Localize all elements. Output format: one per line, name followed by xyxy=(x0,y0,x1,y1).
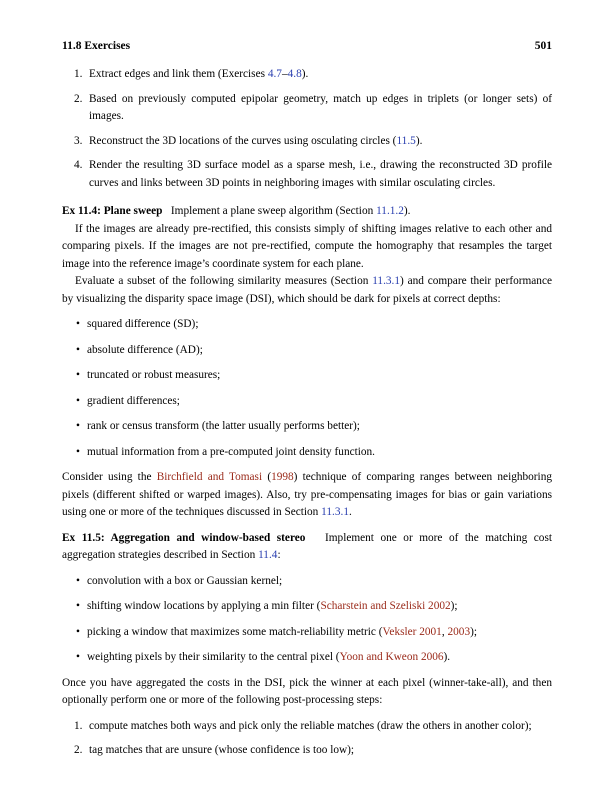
list-item: 2. tag matches that are unsure (whose confidence is too low); xyxy=(74,744,355,756)
citation-link[interactable]: Veksler 2001 xyxy=(382,625,442,638)
section-title: 11.8 Exercises xyxy=(62,40,131,52)
list-item: 1. Extract edges and link them (Exercises 4.7–4.8). xyxy=(74,68,309,80)
list-item: • shifting window locations by applying a min filter (Scharstein and Szeliski 2002); xyxy=(76,600,458,612)
list-item: • rank or census transform (the latter usually performs better); xyxy=(76,420,360,432)
cross-reference-link[interactable]: 11.3.1 xyxy=(372,275,401,287)
exercise-heading: Ex 11.4: Plane sweep xyxy=(62,205,163,217)
paragraph: Once you have aggregated the costs in the DSI, pick the winner at each pixel (winner-take-all), and then optionally perform one or more of the following post-processing steps: xyxy=(62,676,552,706)
cross-reference-link[interactable]: 11.5 xyxy=(396,134,416,147)
similarity-measures-list xyxy=(62,316,552,461)
page-number: 501 xyxy=(534,40,552,52)
list-item: 1. compute matches both ways and pick only the reliable matches (draw the others in another color); xyxy=(74,719,532,732)
cross-reference-link[interactable]: 4.7 xyxy=(267,68,282,80)
list-item: 3. Reconstruct the 3D locations of the curves using osculating circles (11.5). xyxy=(74,134,423,147)
citation-link[interactable]: 1998 xyxy=(271,471,294,483)
aggregation-strategies-list xyxy=(62,573,552,667)
running-head xyxy=(62,38,552,56)
citation-link[interactable]: 2003 xyxy=(447,625,471,638)
curve-reconstruction-steps xyxy=(62,66,552,192)
cross-reference-link[interactable]: 11.4 xyxy=(258,549,278,561)
list-item: 2. Based on previously computed epipolar geometry, match up edges in triplets (or longer sets) of images. xyxy=(74,92,552,122)
cross-reference-link[interactable]: 4.8 xyxy=(287,68,302,80)
list-item: • absolute difference (AD); xyxy=(76,343,203,356)
list-item: • mutual information from a pre-computed joint density function. xyxy=(76,445,376,458)
exercise-11-5-intro: Ex 11.5: Aggregation and window-based stereo Implement one or more of the matching cost aggregation strategies described in Section 11.4: xyxy=(62,531,552,561)
citation-link[interactable]: Scharstein and Szeliski 2002 xyxy=(320,600,451,612)
list-item: • squared difference (SD); xyxy=(76,318,199,330)
citation-link[interactable]: Birchfield and Tomasi xyxy=(156,471,263,483)
cross-reference-link[interactable]: 11.1.2 xyxy=(376,205,404,217)
paragraph: Consider using the Birchfield and Tomasi (1998) technique of comparing ranges between neighboring pixels (different shifted or warped images). Also, try pre-compensating images for bias or gain variations using one or more of the techniques discussed in Section 11.3.1. xyxy=(62,471,552,518)
paragraph: Evaluate a subset of the following similarity measures (Section 11.3.1) and compare their performance by visualizing the disparity space image (DSI), which should be dark for pixels at correct depths: xyxy=(62,275,552,305)
post-processing-steps xyxy=(62,718,552,760)
exercise-11-4-intro: Ex 11.4: Plane sweep Implement a plane sweep algorithm (Section 11.1.2). xyxy=(62,205,411,217)
list-item: • truncated or robust measures; xyxy=(76,369,221,381)
list-item: • picking a window that maximizes some match-reliability metric (Veksler 2001, 2003); xyxy=(76,625,477,638)
page-content xyxy=(62,66,552,767)
list-item: • gradient differences; xyxy=(76,394,180,407)
list-item: 4. Render the resulting 3D surface model as a sparse mesh, i.e., drawing the reconstructed 3D profile curves and links between 3D points in neighboring images with similar osculating circles. xyxy=(74,159,552,189)
citation-link[interactable]: Yoon and Kweon 2006 xyxy=(339,651,444,663)
paragraph: If the images are already pre-rectified, this consists simply of shifting images relative to each other and comparing pixels. If the images are not pre-rectified, compute the homography that resamples the target image into the reference image’s coordinate system for each plane. xyxy=(62,222,552,270)
cross-reference-link[interactable]: 11.3.1 xyxy=(321,506,349,518)
list-item: • weighting pixels by their similarity to the central pixel (Yoon and Kweon 2006). xyxy=(76,651,451,663)
exercise-heading: Ex 11.5: Aggregation and window-based stereo xyxy=(62,531,306,544)
list-item: • convolution with a box or Gaussian kernel; xyxy=(76,574,283,587)
